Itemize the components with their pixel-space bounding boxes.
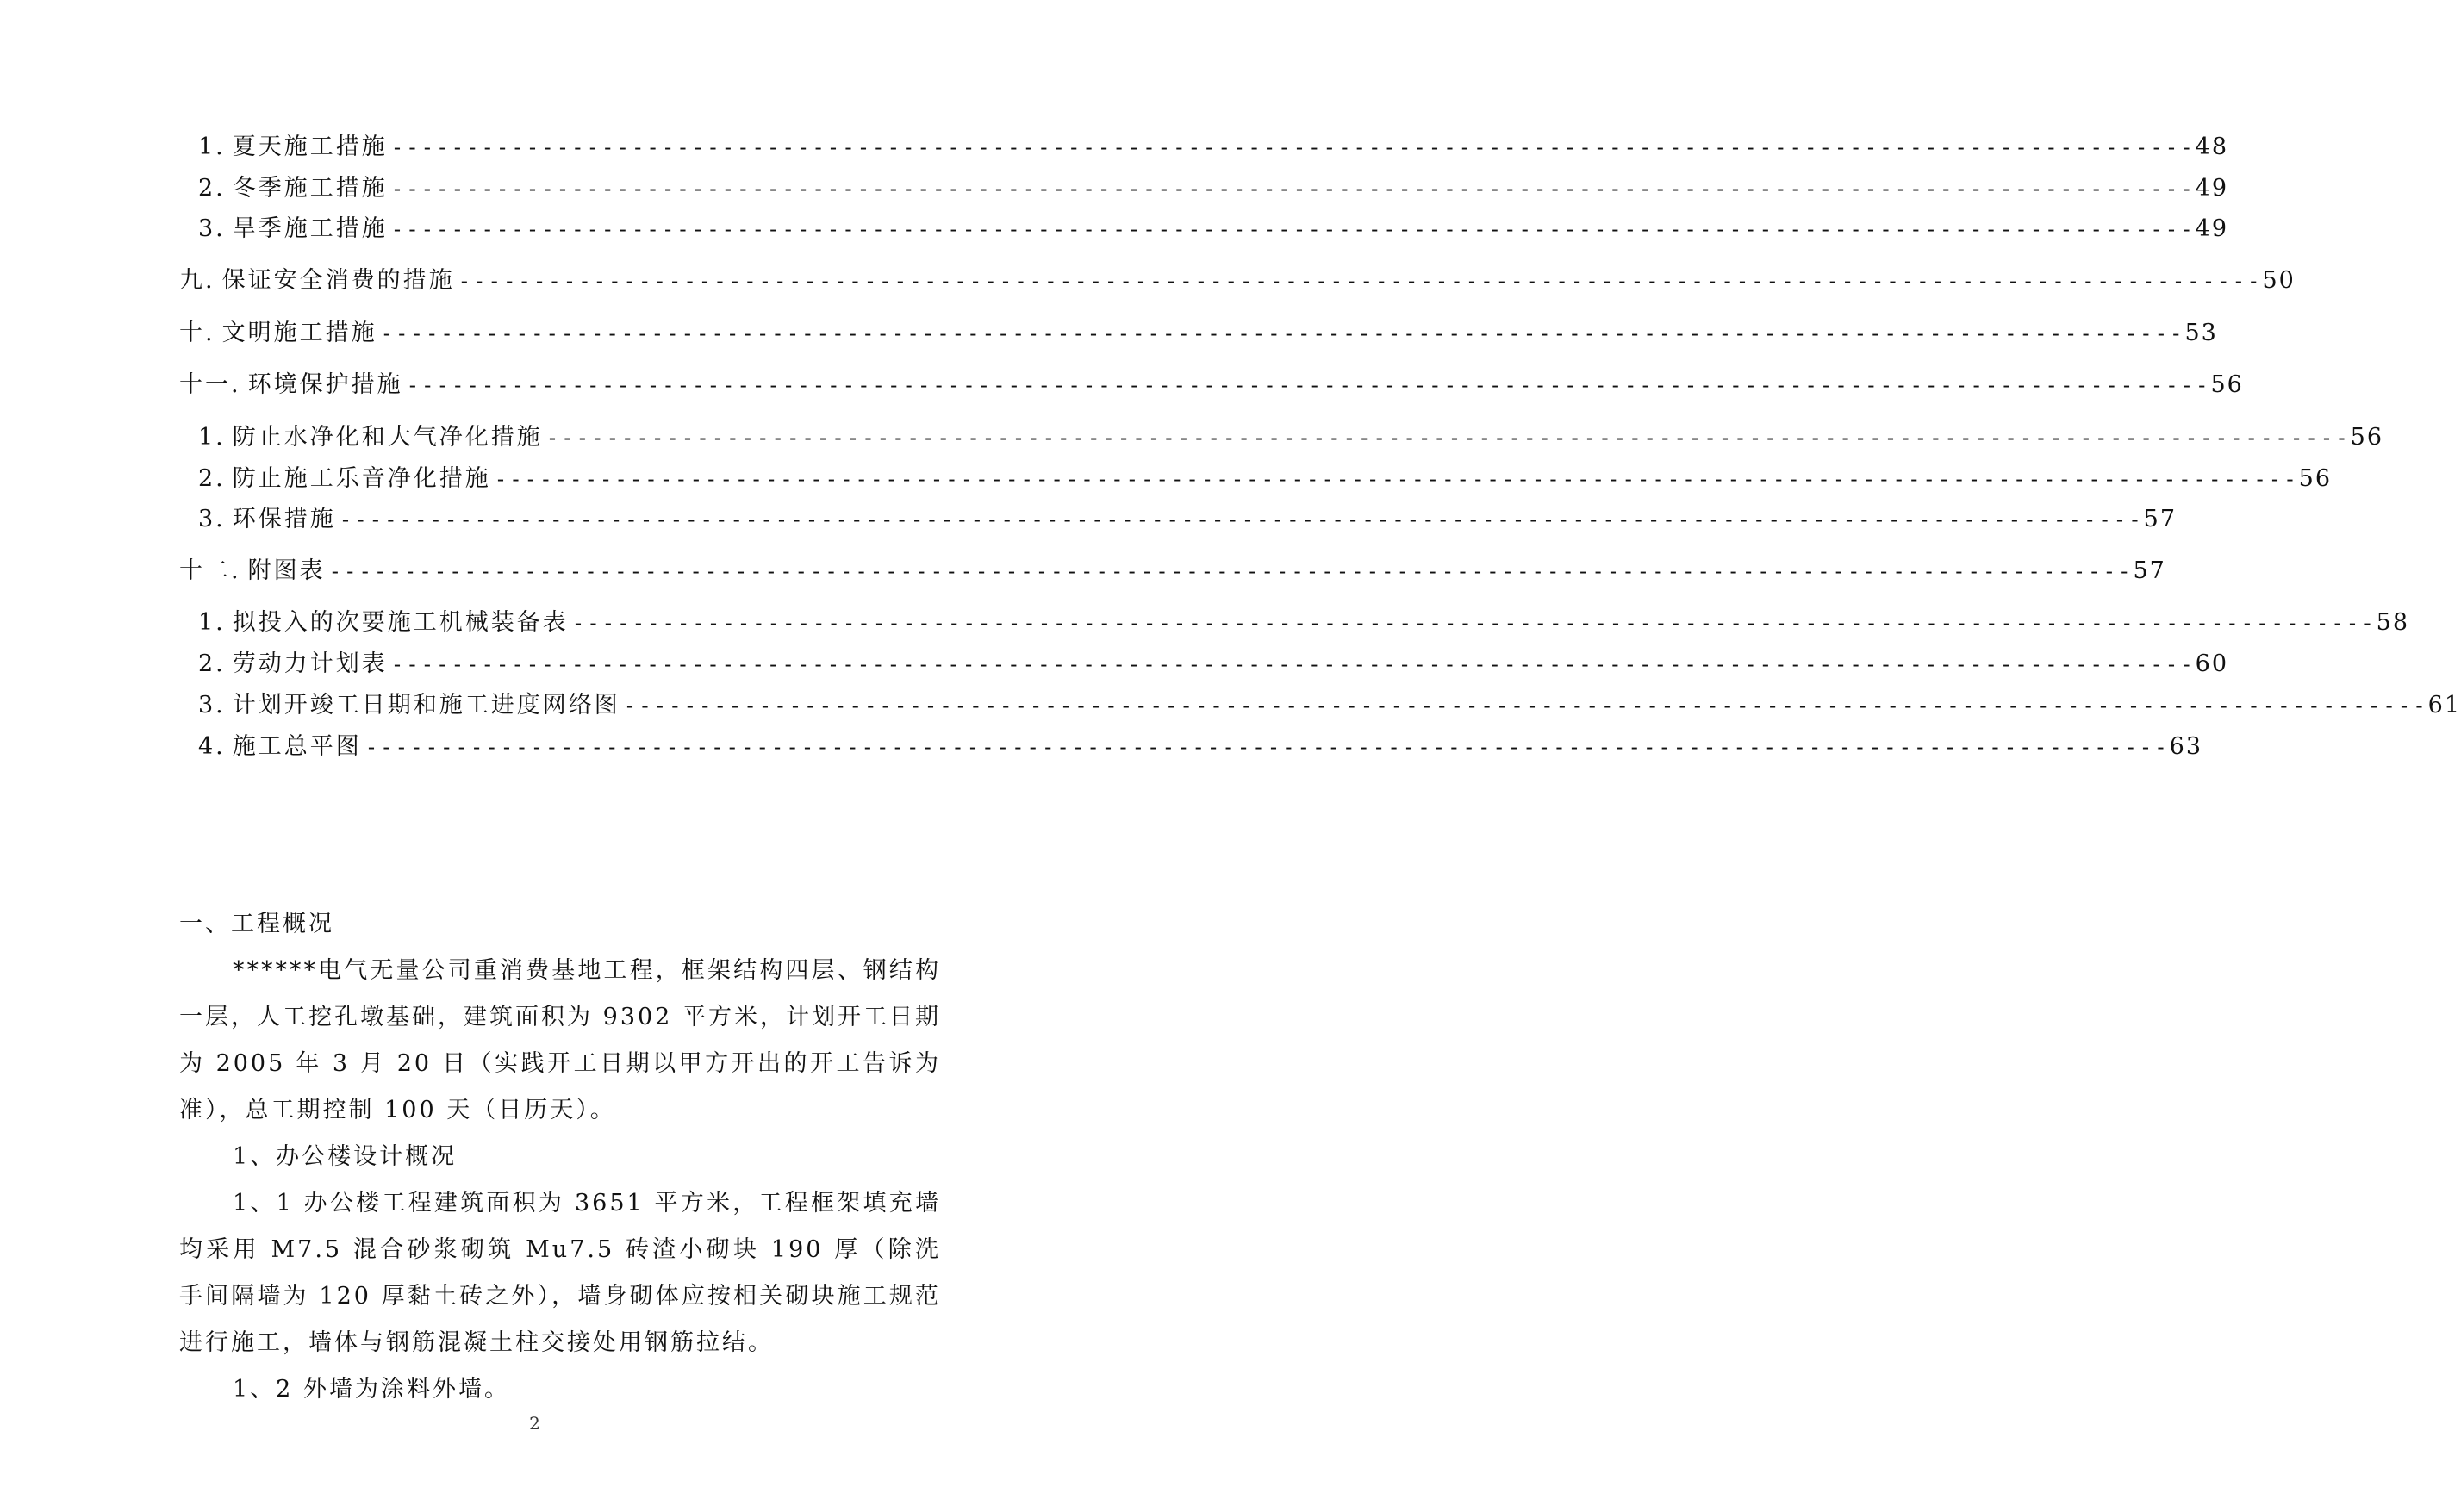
section-heading: 一、工程概况 — [179, 911, 334, 937]
toc-leader: ------------------------------------------------------------------------------------------------------------------------ — [494, 467, 2299, 491]
toc-entry-page: 53 — [2184, 320, 2218, 346]
toc-entry-number: 十. — [179, 320, 215, 346]
toc-entry-number: 4. — [198, 733, 226, 760]
toc-leader: ------------------------------------------------------------------------------------------------------------------------ — [406, 373, 2211, 397]
toc-entry-title: 计划开竣工日期和施工进度网络图 — [232, 692, 620, 719]
toc-entry-page: 48 — [2195, 134, 2229, 160]
page-number: 2 — [529, 1413, 540, 1434]
toc-entry-title: 环境保护措施 — [247, 371, 403, 398]
toc-entry-number: 3. — [198, 215, 226, 242]
toc-entry[interactable] — [179, 263, 2296, 299]
toc-entry-title: 拟投入的次要施工机械装备表 — [232, 609, 569, 636]
toc-entry-title: 施工总平图 — [232, 733, 362, 760]
toc-entry[interactable] — [179, 129, 2229, 165]
toc-entry-page: 50 — [2262, 267, 2296, 294]
toc-entry[interactable] — [179, 688, 2461, 724]
toc-entry-number: 1. — [198, 424, 226, 451]
toc-entry-number: 3. — [198, 692, 226, 719]
toc-leader: ------------------------------------------------------------------------------------------------------------------------ — [623, 694, 2428, 718]
toc-entry-number: 1. — [198, 609, 226, 636]
toc-entry-title: 劳动力计划表 — [232, 650, 388, 677]
body-paragraphs — [179, 948, 941, 1413]
toc-entry-title: 附图表 — [247, 557, 326, 584]
toc-entry[interactable] — [179, 501, 2178, 538]
subsection-heading: 1、办公楼设计概况 — [233, 1143, 458, 1170]
toc-entry-page: 63 — [2169, 733, 2203, 760]
toc-leader: ------------------------------------------------------------------------------------------------------------------------ — [328, 559, 2134, 583]
toc-entry-title: 旱季施工措施 — [232, 215, 388, 242]
overview-paragraph: ******电气无量公司重消费基地工程，框架结构四层、钢结构一层，人工挖孔墩基础，建筑面积为 9302 平方米，计划开工日期为 2005 年 3 月 20 日（实践开工日期以甲方开出的开工告诉为准），总工期控制 100 天（日历天）。 — [179, 957, 941, 1123]
toc-entry-page: 57 — [2133, 557, 2166, 584]
toc-entry[interactable] — [179, 553, 2166, 589]
toc-entry-page: 56 — [2298, 465, 2333, 492]
toc-entry[interactable] — [179, 461, 2333, 497]
toc-entry[interactable] — [179, 420, 2384, 456]
toc-leader: ------------------------------------------------------------------------------------------------------------------------ — [339, 507, 2144, 532]
toc-entry-title: 冬季施工措施 — [232, 175, 388, 202]
toc-entry[interactable] — [179, 729, 2203, 765]
toc-leader: ------------------------------------------------------------------------------------------------------------------------ — [571, 611, 2377, 635]
toc-entry[interactable] — [179, 605, 2410, 641]
toc-entry-page: 60 — [2195, 650, 2229, 677]
toc-entry-number: 2. — [198, 465, 226, 492]
toc-entry-number: 1. — [198, 134, 226, 160]
toc-leader: ------------------------------------------------------------------------------------------------------------------------ — [458, 269, 2263, 293]
toc-leader: ------------------------------------------------------------------------------------------------------------------------ — [390, 217, 2196, 241]
exterior-wall-paragraph: 1、2 外墙为涂料外墙。 — [233, 1376, 510, 1403]
toc-entry-number: 2. — [198, 175, 226, 202]
toc-entry-number: 十一. — [179, 371, 241, 398]
toc-entry-page: 61 — [2427, 692, 2461, 719]
office-building-paragraph: 1、1 办公楼工程建筑面积为 3651 平方米，工程框架填充墙均采用 M7.5 混合砂浆砌筑 Mu7.5 砖渣小砌块 190 厚（除洗手间隔墙为 120 厚黏土砖之外），墙身砌体应按相关砌块施工规范进行施工，墙体与钢筋混凝土柱交接处用钢筋拉结。 — [179, 1190, 941, 1356]
toc-entry-title: 防止水净化和大气净化措施 — [232, 424, 543, 451]
toc-entry-title: 夏天施工措施 — [232, 134, 388, 160]
toc-entry-number: 九. — [179, 267, 215, 294]
toc-leader: ------------------------------------------------------------------------------------------------------------------------ — [364, 735, 2170, 759]
toc-entry[interactable] — [179, 211, 2229, 247]
toc-entry-title: 保证安全消费的措施 — [221, 267, 455, 294]
toc-entry-page: 56 — [2350, 424, 2384, 451]
toc-entry-page: 49 — [2195, 175, 2229, 202]
toc-entry-number: 十二. — [179, 557, 241, 584]
toc-entry-page: 56 — [2210, 371, 2244, 398]
toc-entry[interactable] — [179, 171, 2229, 207]
toc-entry-page: 49 — [2195, 215, 2229, 242]
toc-entry[interactable] — [179, 367, 2244, 403]
toc-entry-page: 58 — [2376, 609, 2410, 636]
toc-entry-title: 防止施工乐音净化措施 — [232, 465, 491, 492]
toc-entry-title: 环保措施 — [232, 506, 336, 532]
toc-entry[interactable] — [179, 315, 2218, 352]
toc-leader: ------------------------------------------------------------------------------------------------------------------------ — [545, 426, 2351, 450]
toc-entry[interactable] — [179, 646, 2229, 682]
toc-leader: ------------------------------------------------------------------------------------------------------------------------ — [390, 177, 2196, 201]
toc-entry-number: 2. — [198, 650, 226, 677]
toc-leader: ------------------------------------------------------------------------------------------------------------------------ — [380, 321, 2185, 345]
toc-entry-title: 文明施工措施 — [221, 320, 377, 346]
toc-leader: ------------------------------------------------------------------------------------------------------------------------ — [390, 135, 2196, 159]
toc-leader: ------------------------------------------------------------------------------------------------------------------------ — [390, 652, 2196, 676]
toc-entry-number: 3. — [198, 506, 226, 532]
toc-entry-page: 57 — [2143, 506, 2178, 532]
